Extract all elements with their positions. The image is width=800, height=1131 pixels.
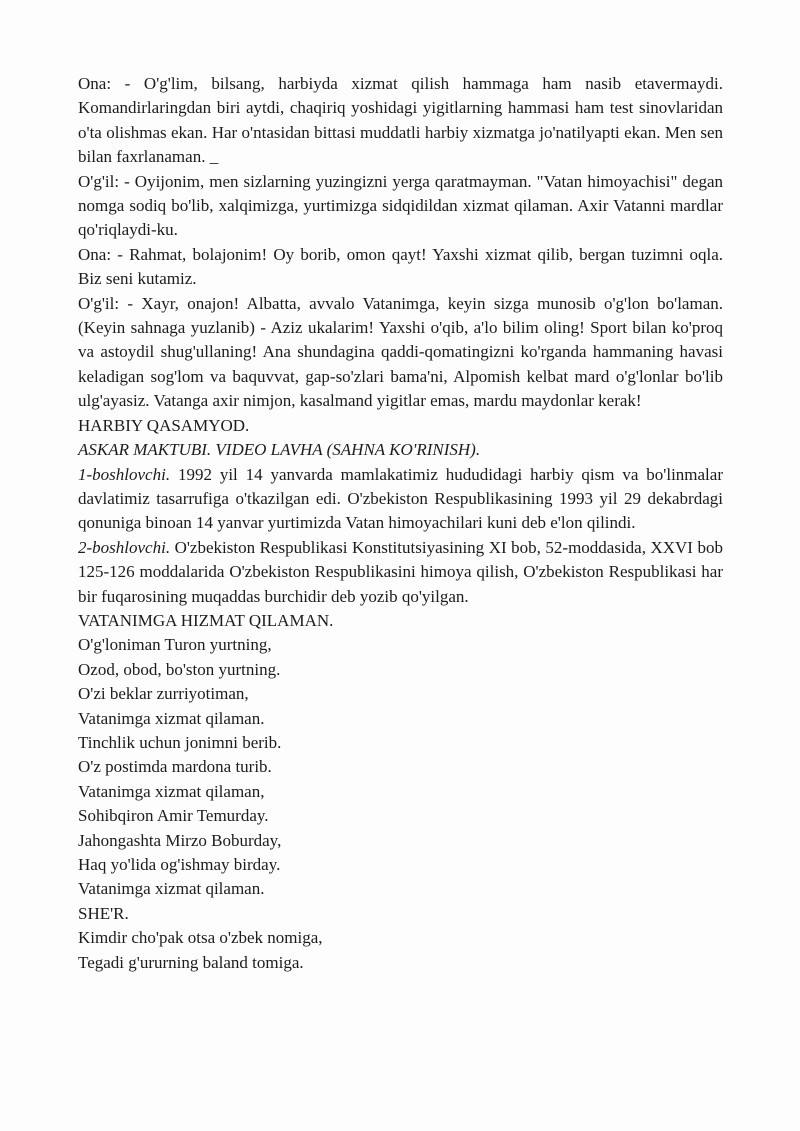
poem-line xyxy=(78,853,723,877)
dialog-ogil-2 xyxy=(78,292,723,414)
text-run: Vatanimga xizmat qilaman, xyxy=(78,781,265,801)
text-run: O'zbekiston Respublikasi Konstitutsiyasining XI bob, 52-moddasida, XXVI bob 125-126 moddalarida O'zbekiston Respublikasini himoya qilish, O'zbekiston Respublikasi har bir fuqarosining muqaddas burchidir deb yozib qo'yilgan. xyxy=(78,537,723,606)
poem-line xyxy=(78,877,723,901)
text-run: Sohibqiron Amir Temurday. xyxy=(78,806,269,826)
text-run: O'zi beklar zurriyotiman, xyxy=(78,684,249,704)
heading-vatanimga-hizmat xyxy=(78,609,723,633)
poem-line xyxy=(78,804,723,828)
heading-harbiy-qasamyod xyxy=(78,414,723,438)
text-run: Haq yo'lida og'ishmay birday. xyxy=(78,855,281,874)
text-run: SHE'R. xyxy=(78,903,129,923)
text-run: O'g'il: - Oyijonim, men sizlarning yuzingizni yerga qaratmayman. "Vatan himoyachisi" degan nomga sodiq bo'lib, xalqimizga, yurtimizga sidqidildan xizmat qilaman. Axir Vatanni mardlar qo'riqlaydi-ku. xyxy=(78,171,723,240)
italic-text-run: 2-boshlovchi. xyxy=(78,537,171,557)
text-run: Tinchlik uchun jonimni berib. xyxy=(78,732,282,752)
para-2-boshlovchi xyxy=(78,536,723,609)
heading-sher xyxy=(78,902,723,926)
para-1-boshlovchi xyxy=(78,463,723,536)
heading-askar-maktubi xyxy=(78,438,723,462)
poem-line xyxy=(78,707,723,731)
italic-text-run: ASKAR MAKTUBI. VIDEO LAVHA (SAHNA KO'RINISH). xyxy=(78,440,481,460)
italic-text-run: 1-boshlovchi. xyxy=(78,464,171,484)
text-run: VATANIMGA HIZMAT QILAMAN. xyxy=(78,610,334,630)
text-run: Jahongashta Mirzo Boburday, xyxy=(78,830,282,850)
text-run: O'g'il: - Xayr, onajon! Albatta, avvalo Vatanimga, keyin sizga munosib o'g'lon bo'laman. (Keyin sahnaga yuzlanib) - Aziz ukalarim! Yaxshi o'qib, a'lo bilim oling! Sport bilan ko'proq va astoydil shug'ullaning! Ana shundagina qaddi-qomatingizni ko'rganda hammaning havasi keladigan sog'lom va baquvvat, gap-so'zlari bama'ni, Alpomish kelbat mard o'g'lonlar bo'lib ulg'ayasiz. Vatanga axir nimjon, kasalmand yigitlar emas, mardu maydonlar kerak! xyxy=(78,293,723,411)
poem-line xyxy=(78,755,723,779)
dialog-ona-1 xyxy=(78,72,723,170)
dialog-ona-2 xyxy=(78,243,723,292)
poem-line xyxy=(78,731,723,755)
poem-line xyxy=(78,926,723,950)
poem-line xyxy=(78,780,723,804)
text-run: Kimdir cho'pak otsa o'zbek nomiga, xyxy=(78,928,323,948)
poem-line xyxy=(78,633,723,657)
text-run: Vatanimga xizmat qilaman. xyxy=(78,879,265,899)
text-run: HARBIY QASAMYOD. xyxy=(78,415,250,435)
text-run: O'g'loniman Turon yurtning, xyxy=(78,635,272,655)
poem-line xyxy=(78,951,723,975)
poem-line xyxy=(78,658,723,682)
poem-line xyxy=(78,682,723,706)
text-run: Tegadi g'ururning baland tomiga. xyxy=(78,952,304,972)
text-run: Ozod, obod, bo'ston yurtning. xyxy=(78,659,281,679)
dialog-ogil-1 xyxy=(78,170,723,243)
text-run: Ona: - O'g'lim, bilsang, harbiyda xizmat qilish hammaga ham nasib etavermaydi. Komandirlaringdan biri aytdi, chaqiriq yoshidagi yigitlarning hammasi ham test sinovlaridan o'ta olishmas ekan. Har o'ntasidan bittasi muddatli harbiy xizmatga jo'natilyapti ekan. Men sen bilan faxrlanaman. _ xyxy=(78,74,723,167)
text-run: 1992 yil 14 yanvarda mamlakatimiz hududidagi harbiy qism va bo'linmalar davlatimiz tasarrufiga o'tkazilgan edi. O'zbekiston Respublikasining 1993 yil 29 dekabrdagi qonuniga binoan 14 yanvar yurtimizda Vatan himoyachilari kuni deb e'lon qilindi. xyxy=(78,464,723,533)
text-run: Vatanimga xizmat qilaman. xyxy=(78,708,265,728)
text-run: Ona: - Rahmat, bolajonim! Oy borib, omon qayt! Yaxshi xizmat qilib, bergan tuzimni oqla. Biz seni kutamiz. xyxy=(78,244,723,289)
poem-line xyxy=(78,829,723,853)
text-run: O'z postimda mardona turib. xyxy=(78,757,272,777)
